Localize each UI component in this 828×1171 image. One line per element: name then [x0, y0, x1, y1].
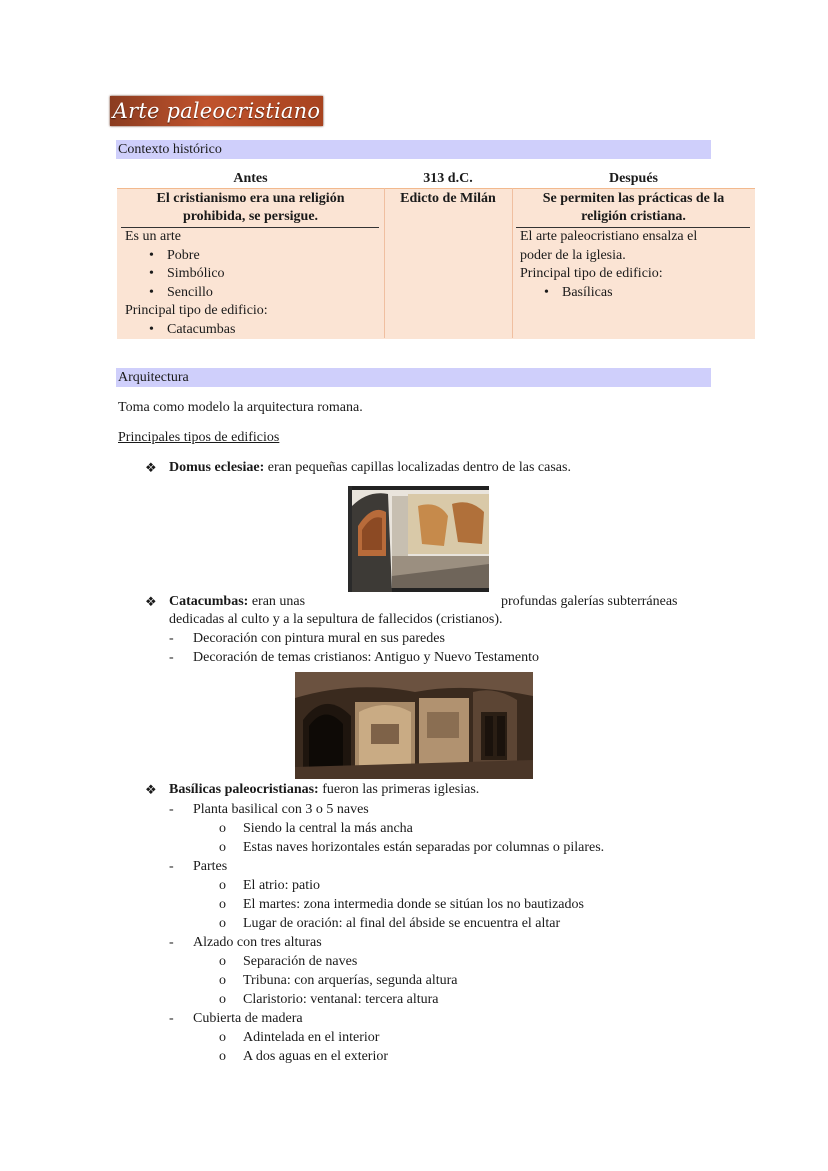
circle-bullet: o: [219, 1030, 226, 1045]
dash-bullet: -: [169, 631, 174, 646]
circle-bullet: o: [219, 1049, 226, 1064]
circle-bullet: o: [219, 992, 226, 1007]
list-item: Separación de naves: [243, 954, 358, 969]
basilicas-item: Basílicas paleocristianas: fueron las primeras iglesias.: [169, 782, 480, 797]
dash-bullet: -: [169, 650, 174, 665]
list-item: Partes: [193, 859, 228, 874]
list-item: Decoración de temas cristianos: Antiguo y Nuevo Testamento: [193, 650, 539, 665]
catacumbas-text: dedicadas al culto y a la sepultura de fallecidos (cristianos).: [169, 612, 503, 627]
list-item: Siendo la central la más ancha: [243, 821, 413, 836]
types-heading: Principales tipos de edificios: [118, 430, 280, 445]
despues-summary: Se permiten las prácticas de la religión cristiana.: [542, 191, 725, 224]
domus-item: Domus eclesiae: eran pequeñas capillas localizadas dentro de las casas.: [169, 460, 571, 475]
section-arch-bar: [116, 368, 711, 387]
circle-bullet: o: [219, 954, 226, 969]
title-banner: [110, 96, 323, 126]
circle-bullet: o: [219, 878, 226, 893]
list-item: • Basílicas: [536, 284, 752, 303]
catacumbas-photo: [295, 672, 533, 779]
list-item: • Simbólico: [141, 265, 380, 284]
section-context-label: Contexto histórico: [118, 142, 222, 157]
list-item: Planta basilical con 3 o 5 naves: [193, 802, 369, 817]
intro-text: Toma como modelo la arquitectura romana.: [118, 400, 363, 415]
list-item: Alzado con tres alturas: [193, 935, 322, 950]
list-item: • Pobre: [141, 247, 380, 266]
list-item: • Sencillo: [141, 284, 380, 303]
catacumbas-item: Catacumbas: eran unas: [169, 594, 306, 609]
diamond-bullet-icon: ❖: [145, 594, 157, 609]
antes-details: Es un arte • Pobre • Simbólico • Sencillo Principal tipo de edificio: • Catacumbas: [125, 228, 380, 339]
dash-bullet: -: [169, 1011, 174, 1026]
section-context-bar: [116, 140, 711, 159]
diamond-bullet-icon: ❖: [145, 460, 157, 475]
dash-bullet: -: [169, 935, 174, 950]
antes-summary: El cristianismo era una religión prohibida, se persigue.: [156, 191, 345, 224]
circle-bullet: o: [219, 840, 226, 855]
table-header-antes: Antes: [233, 171, 268, 186]
circle-bullet: o: [219, 897, 226, 912]
table-divider: [384, 188, 385, 338]
list-item: Decoración con pintura mural en sus paredes: [193, 631, 445, 646]
page-title: Arte paleocristiano: [112, 99, 321, 123]
dash-bullet: -: [169, 802, 174, 817]
list-item: A dos aguas en el exterior: [243, 1049, 389, 1064]
list-item: • Catacumbas: [141, 321, 380, 340]
list-item: Lugar de oración: al final del ábside se encuentra el altar: [243, 916, 561, 931]
list-item: El atrio: patio: [243, 878, 320, 893]
table-header-313: 313 d.C.: [423, 171, 473, 186]
dash-bullet: -: [169, 859, 174, 874]
despues-details: El arte paleocristiano ensalza el poder de la iglesia. Principal tipo de edificio: • Basílicas: [520, 228, 752, 302]
table-header-despues: Después: [608, 171, 658, 186]
domus-photo: [348, 486, 489, 592]
diamond-bullet-icon: ❖: [145, 782, 157, 797]
circle-bullet: o: [219, 916, 226, 931]
section-arch-label: Arquitectura: [118, 370, 189, 385]
list-item: Claristorio: ventanal: tercera altura: [243, 992, 439, 1007]
list-item: Tribuna: con arquerías, segunda altura: [243, 973, 458, 988]
circle-bullet: o: [219, 821, 226, 836]
list-item: Adintelada en el interior: [243, 1030, 380, 1045]
list-item: Estas naves horizontales están separadas por columnas o pilares.: [243, 840, 605, 855]
list-item: Cubierta de madera: [193, 1011, 303, 1026]
catacumbas-text: profundas galerías subterráneas: [501, 594, 678, 609]
circle-bullet: o: [219, 973, 226, 988]
middle-summary: Edicto de Milán: [400, 191, 496, 206]
list-item: El martes: zona intermedia donde se sitúan los no bautizados: [243, 897, 584, 912]
